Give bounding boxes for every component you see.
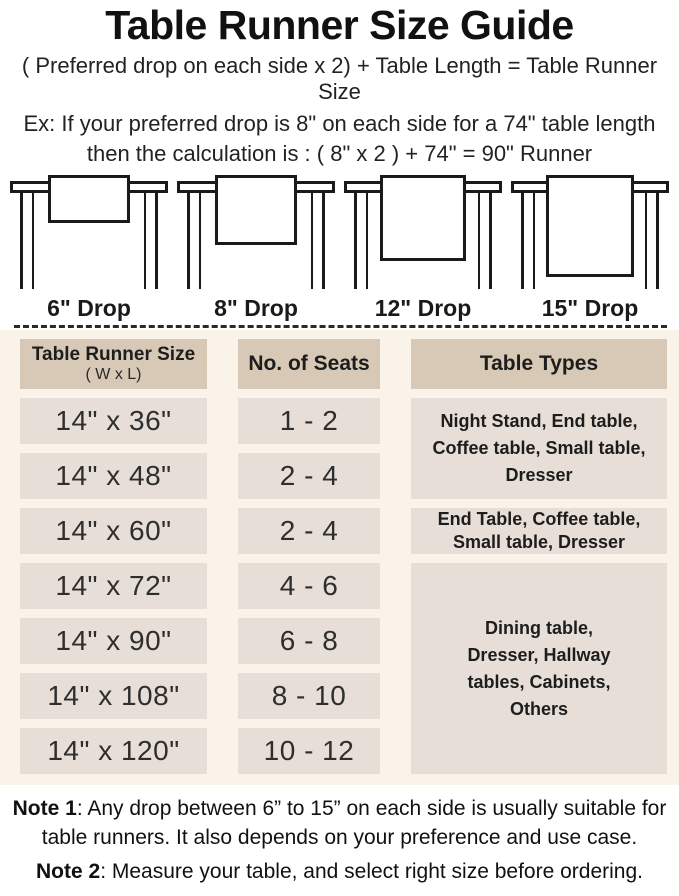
table-side-view <box>344 175 502 291</box>
table-side-view <box>10 175 168 291</box>
seats-cell: 6 - 8 <box>238 618 380 664</box>
runner-overlay <box>546 175 634 277</box>
table-side-view <box>177 175 335 291</box>
size-cell: 14" x 108" <box>20 673 207 719</box>
table-illustration-8in <box>177 175 335 322</box>
header-title: Table Runner Size <box>31 344 196 366</box>
size-table <box>20 339 667 774</box>
runner-overlay <box>48 175 130 223</box>
column-header-seats: No. of Seats <box>238 339 380 389</box>
runner-overlay <box>215 175 297 245</box>
header-subtitle: ( W x L) <box>85 366 142 384</box>
table-leg-right <box>311 192 325 289</box>
seats-cell: 10 - 12 <box>238 728 380 774</box>
drop-label: 8" Drop <box>214 295 298 321</box>
seats-cell: 1 - 2 <box>238 398 380 444</box>
formula-text: ( Preferred drop on each side x 2) + Table Length = Table Runner Size <box>21 53 658 104</box>
table-illustration-12in <box>344 175 502 322</box>
column-header-table-types: Table Types <box>411 339 667 389</box>
size-cell: 14" x 36" <box>20 398 207 444</box>
column-header-runner-size <box>20 339 207 389</box>
runner-overlay <box>380 175 466 261</box>
size-cell: 14" x 60" <box>20 508 207 554</box>
table-leg-right <box>645 192 659 289</box>
drop-label: 6" Drop <box>47 295 131 321</box>
table-illustration-6in <box>10 175 168 322</box>
example-line-2: then the calculation is : ( 8" x 2 ) + 74" = 90" Runner <box>86 141 593 166</box>
note-2: Note 2: Measure your table, and select right size before ordering. <box>36 859 643 883</box>
table-types-cell: End Table, Coffee table, Small table, Dresser <box>411 508 667 554</box>
page-title: Table Runner Size Guide <box>105 2 574 48</box>
table-leg-left <box>521 192 535 289</box>
table-side-view <box>511 175 669 291</box>
table-types-cell: Dining table, Dresser, Hallway tables, Cabinets, Others <box>411 563 667 774</box>
dashed-divider <box>14 325 667 328</box>
table-leg-left <box>354 192 368 289</box>
table-illustration-15in <box>511 175 669 322</box>
example-line-1: Ex: If your preferred drop is 8" on each side for a 74" table length <box>23 111 656 136</box>
table-types-cell: Night Stand, End table, Coffee table, Small table, Dresser <box>411 398 667 499</box>
seats-cell: 8 - 10 <box>238 673 380 719</box>
table-leg-left <box>187 192 201 289</box>
table-leg-right <box>144 192 158 289</box>
table-leg-left <box>20 192 34 289</box>
size-table-section <box>0 330 679 785</box>
seats-cell: 2 - 4 <box>238 453 380 499</box>
table-leg-right <box>478 192 492 289</box>
size-cell: 14" x 120" <box>20 728 207 774</box>
drop-label: 15" Drop <box>541 295 639 321</box>
size-cell: 14" x 72" <box>20 563 207 609</box>
seats-cell: 2 - 4 <box>238 508 380 554</box>
notes <box>0 785 679 896</box>
note-1: Note 1: Any drop between 6” to 15” on each side is usually suitable for table runners. It also depends on your preference and use case. <box>12 797 667 850</box>
size-cell: 14" x 48" <box>20 453 207 499</box>
drop-label: 12" Drop <box>374 295 472 321</box>
size-cell: 14" x 90" <box>20 618 207 664</box>
drop-illustrations <box>0 171 679 322</box>
seats-cell: 4 - 6 <box>238 563 380 609</box>
